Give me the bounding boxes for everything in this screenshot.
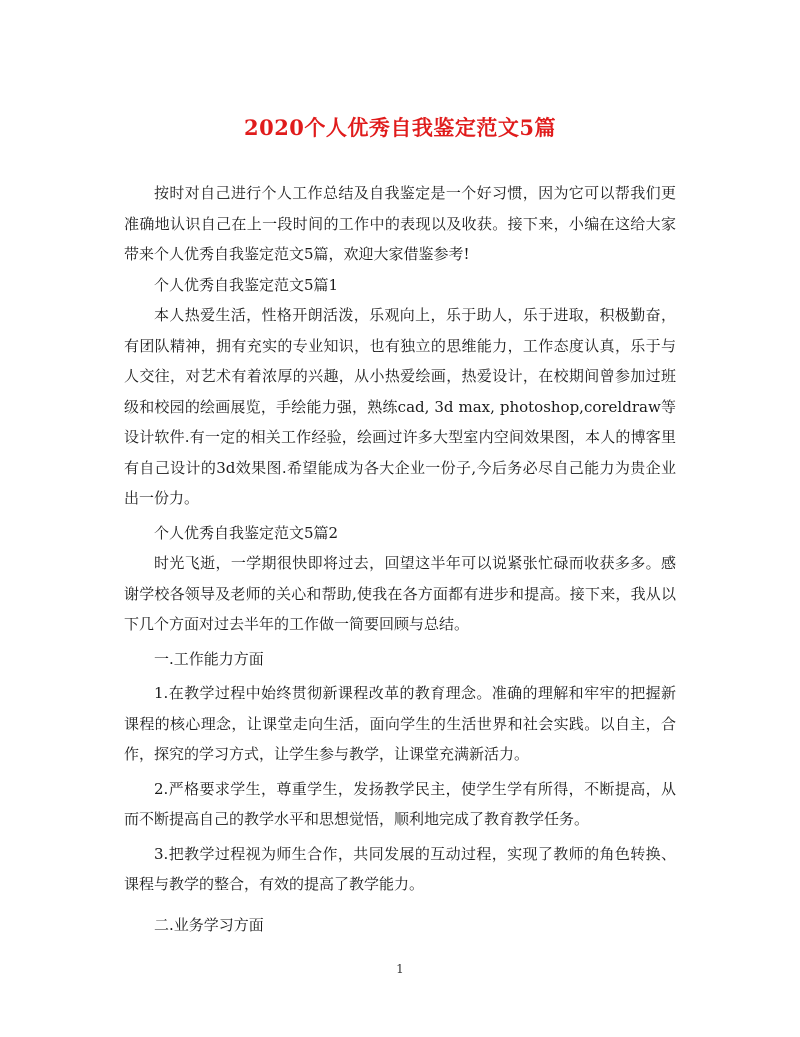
document-body [124,178,676,940]
subsection-heading: 一.工作能力方面 [154,649,264,668]
paragraph: 时光飞逝，一学期很快即将过去，回望这半年可以说紧张忙碌而收获多多。感谢学校各领导及老师的关心和帮助,使我在各方面都有进步和提高。接下来，我从以下几个方面对过去半年的工作做一简要回顾与总结。 [124,554,676,633]
list-item: 1.在教学过程中始终贯彻新课程改革的教育理念。准确的理解和牢牢的把握新课程的核心理念，让课堂走向生活，面向学生的生活世界和社会实践。以自主，合作，探究的学习方式，让学生参与教学，让课堂充满新活力。 [124,684,676,763]
list-item: 3.把教学过程视为师生合作，共同发展的互动过程，实现了教师的角色转换、课程与教学的整合，有效的提高了教学能力。 [124,844,676,893]
subsection-heading: 二.业务学习方面 [154,915,264,934]
section-heading-2: 个人优秀自我鉴定范文5篇2 [154,523,339,542]
page-number: 1 [396,962,404,976]
intro-paragraph: 按时对自己进行个人工作总结及自我鉴定是一个好习惯，因为它可以帮我们更准确地认识自己在上一段时间的工作中的表现以及收获。接下来，小编在这给大家带来个人优秀自我鉴定范文5篇，欢迎大家借鉴参考! [124,184,676,263]
paragraph: 本人热爱生活，性格开朗活泼，乐观向上，乐于助人，乐于进取，积极勤奋，有团队精神，拥有充实的专业知识，也有独立的思维能力，工作态度认真，乐于与人交往，对艺术有着浓厚的兴趣，从小热爱绘画，热爱设计，在校期间曾参加过班级和校园的绘画展览，手绘能力强，熟练cad, 3d max, photoshop,coreldraw等设计软件.有一定的相关工作经验，绘画过许多大型室内空间效果图，本人的博客里有自己设计的3d效果图.希望能成为各大企业一份子,今后务必尽自己能力为贵企业出一份力。 [124,306,676,507]
document-title: 2020个人优秀自我鉴定范文5篇 [243,115,557,140]
section-heading-1: 个人优秀自我鉴定范文5篇1 [154,275,339,294]
list-item: 2.严格要求学生，尊重学生，发扬教学民主，使学生学有所得，不断提高，从而不断提高自己的教学水平和思想觉悟，顺利地完成了教育教学任务。 [124,779,676,828]
